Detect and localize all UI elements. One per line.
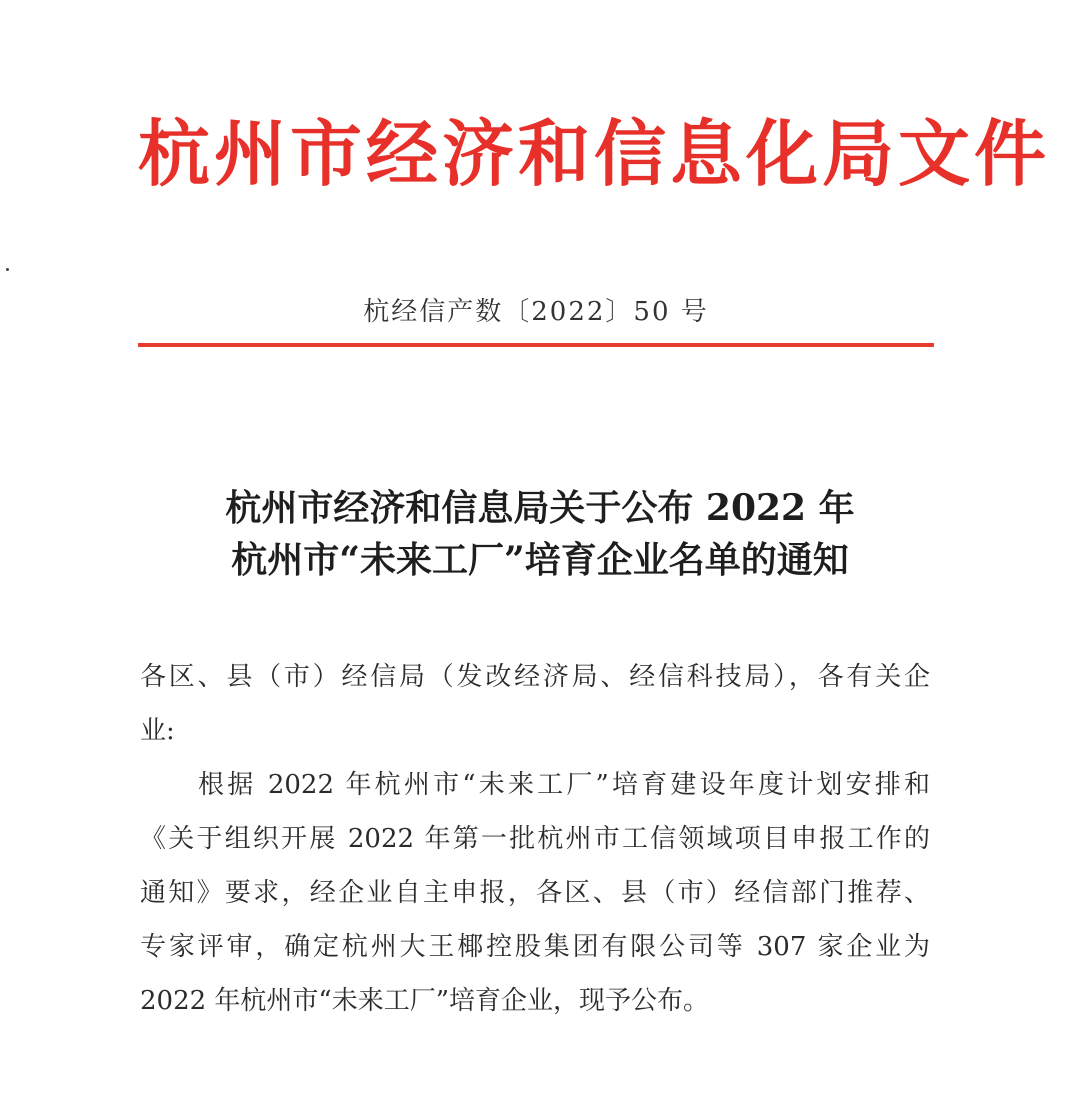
addressee-line-2: 业: xyxy=(140,716,175,746)
title-line-1: 杭州市经济和信息局关于公布 2022 年 xyxy=(225,487,855,529)
document-body xyxy=(140,650,930,1028)
notice-title xyxy=(100,482,980,586)
paragraph-line-3: 通知》要求，经企业自主申报，各区、县（市）经信部门推荐、 xyxy=(140,878,930,908)
title-line-2: 杭州市“未来工厂”培育企业名单的通知 xyxy=(231,539,849,581)
red-divider xyxy=(138,343,934,347)
scan-speck xyxy=(6,268,9,271)
paragraph-line-5: 2022 年杭州市“未来工厂”培育企业，现予公布。 xyxy=(140,986,710,1016)
paragraph-line-4: 专家评审，确定杭州大王椰控股集团有限公司等 307 家企业为 xyxy=(140,932,930,962)
paragraph-line-2: 《关于组织开展 2022 年第一批杭州市工信领域项目申报工作的 xyxy=(140,824,930,854)
masthead-title: 杭州市经济和信息化局文件 xyxy=(138,112,1051,196)
addressee-line-1: 各区、县（市）经信局（发改经济局、经信科技局），各有关企 xyxy=(140,662,930,692)
document-number: 杭经信产数〔2022〕50 号 xyxy=(363,297,709,327)
paragraph-line-1: 根据 2022 年杭州市“未来工厂”培育建设年度计划安排和 xyxy=(198,770,930,800)
